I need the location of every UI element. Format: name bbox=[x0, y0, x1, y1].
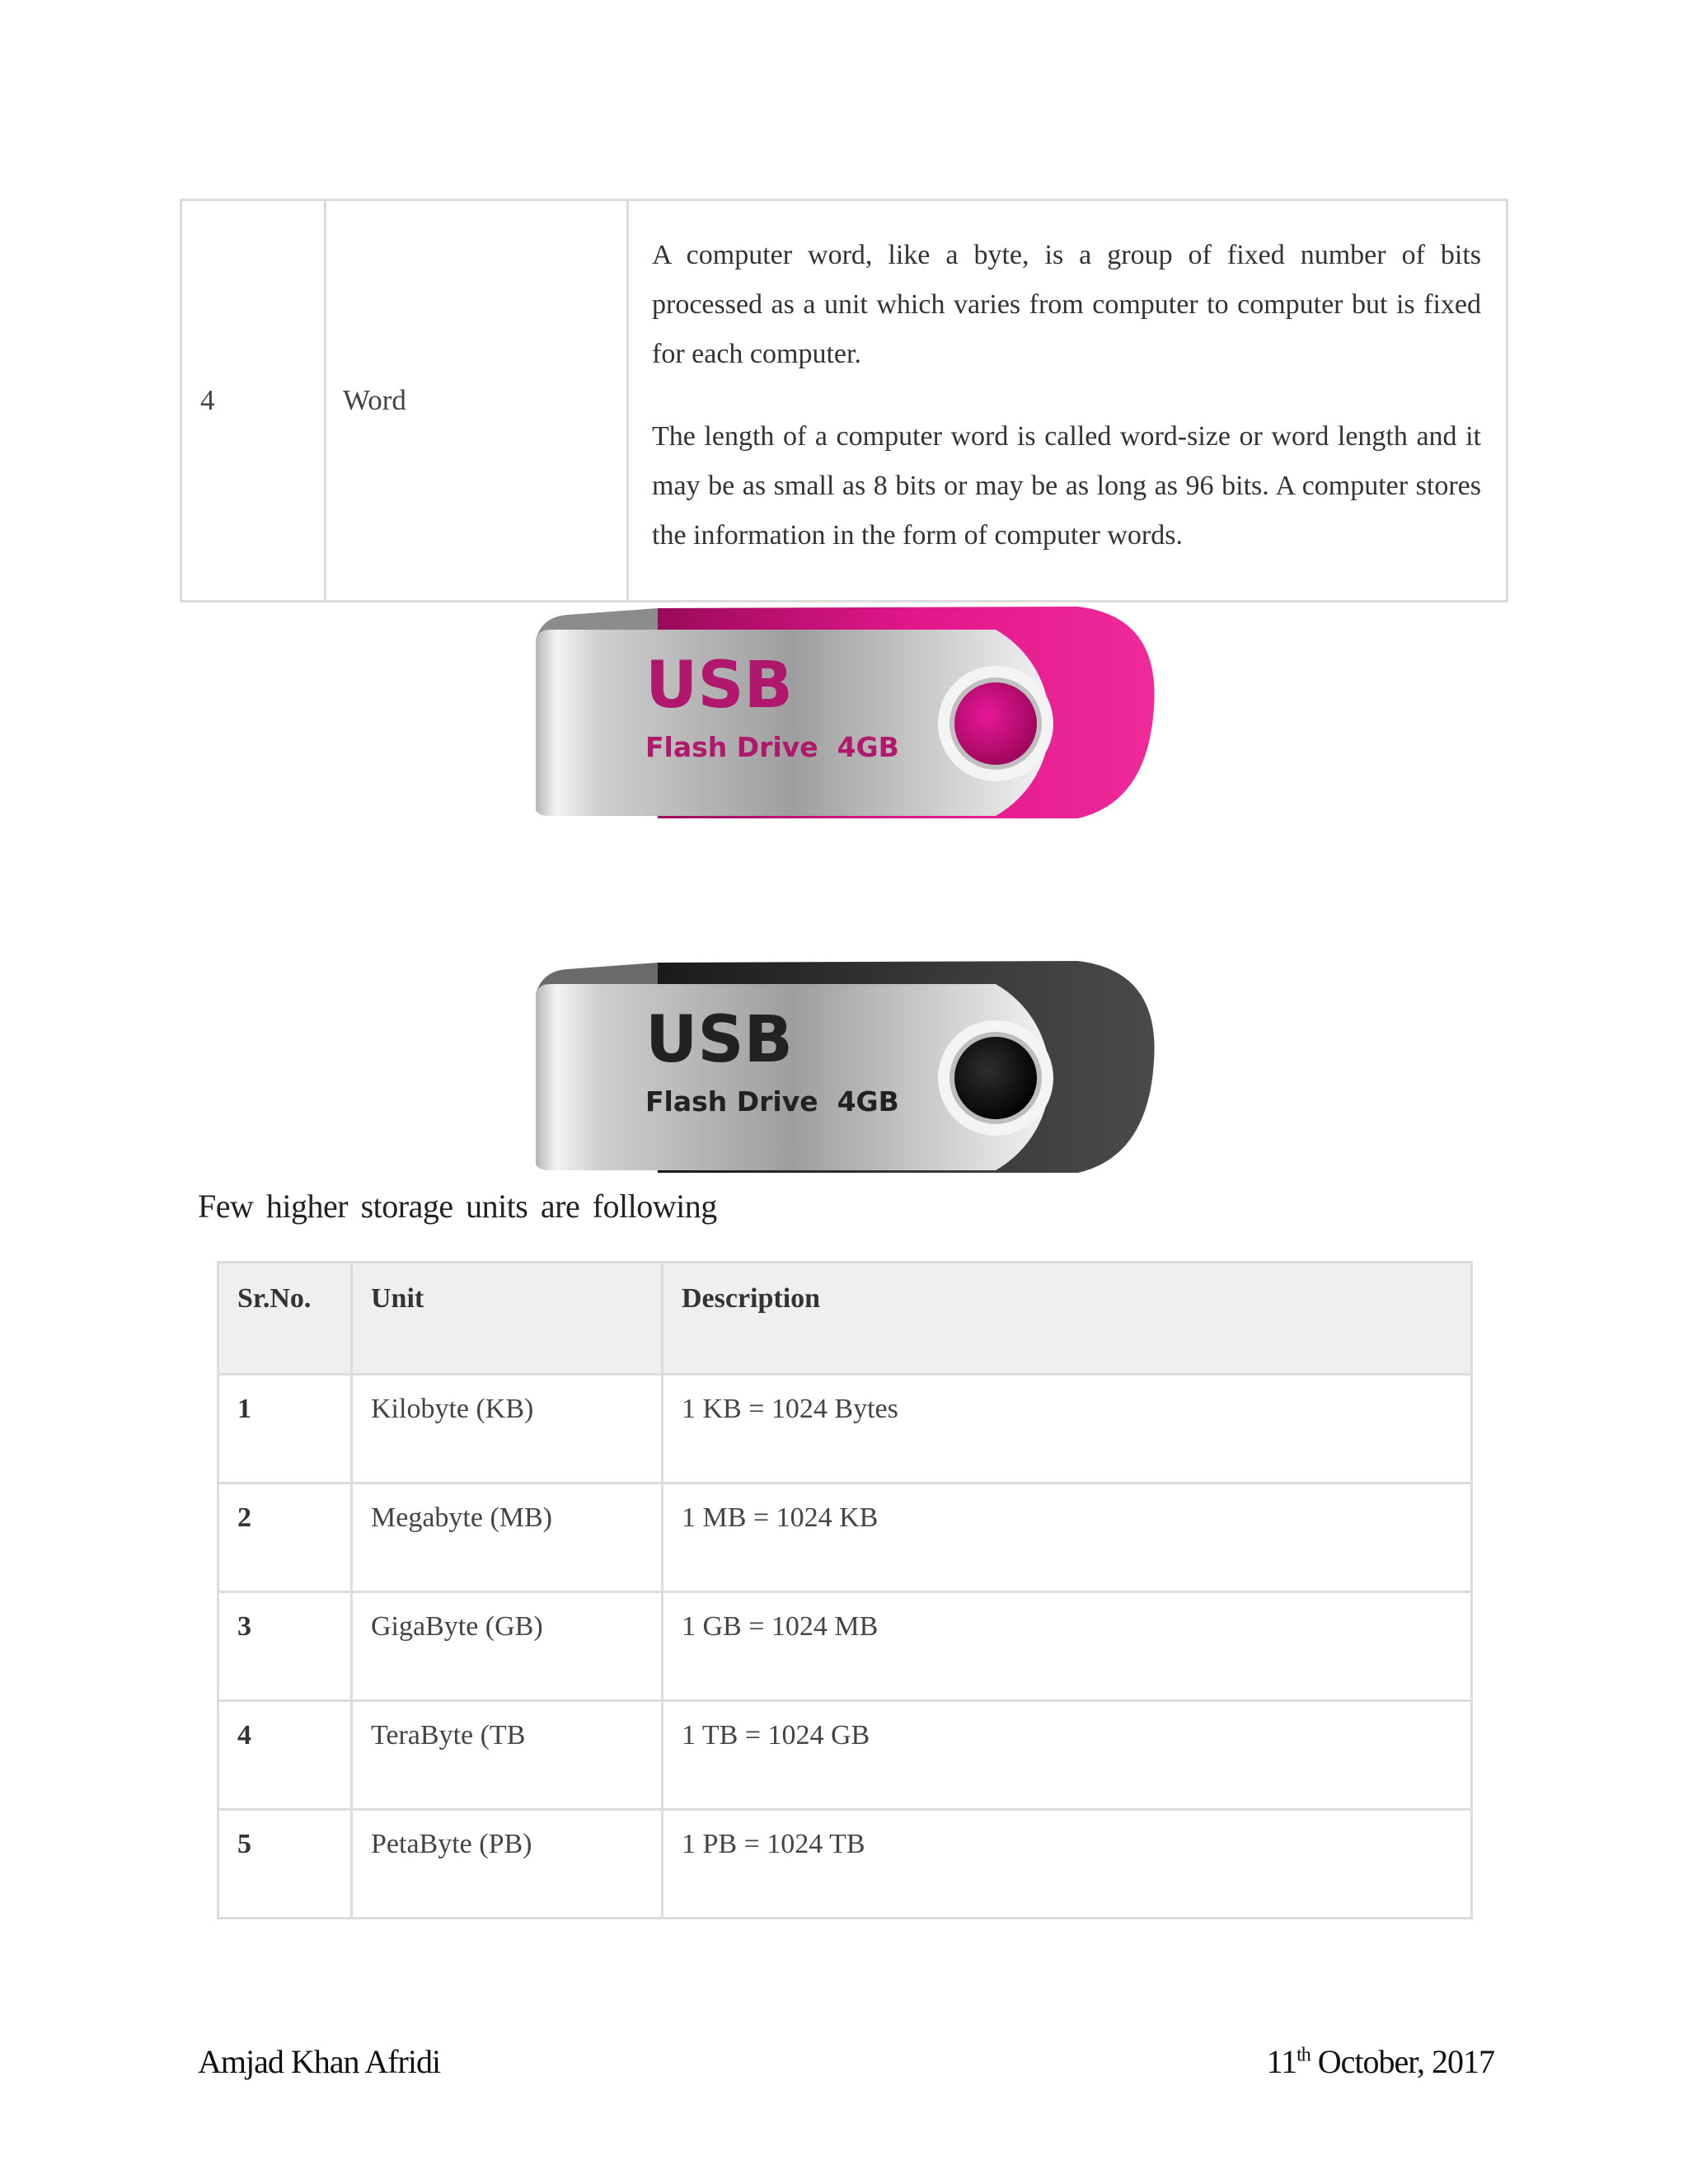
row-sr-no: 4 bbox=[218, 1701, 352, 1810]
usb-flash-drive-pink-image bbox=[534, 600, 1160, 827]
usb-pink-label-text: Flash Drive 4GB bbox=[645, 731, 899, 763]
header-unit: Unit bbox=[352, 1263, 663, 1375]
usb-flash-drive-black-image bbox=[534, 954, 1160, 1181]
row-unit: PetaByte (PB) bbox=[352, 1810, 663, 1919]
usb-pink-brand-text: USB bbox=[645, 649, 793, 723]
footer-author: Amjad Khan Afridi bbox=[198, 2043, 441, 2080]
row-sr-no: 5 bbox=[218, 1810, 352, 1919]
row-sr-no: 2 bbox=[218, 1483, 352, 1592]
footer-date bbox=[1267, 2042, 1494, 2081]
table-row bbox=[218, 1810, 1472, 1919]
table-row bbox=[218, 1483, 1472, 1592]
row-description: 1 MB = 1024 KB bbox=[663, 1483, 1472, 1592]
row-description: 1 GB = 1024 MB bbox=[663, 1592, 1472, 1701]
footer-date-day: 11 bbox=[1266, 2043, 1297, 2080]
row-unit: Kilobyte (KB) bbox=[352, 1375, 663, 1483]
row-unit: TeraByte (TB bbox=[352, 1701, 663, 1810]
table-header-row bbox=[218, 1263, 1472, 1375]
row-sr-no: 3 bbox=[218, 1592, 352, 1701]
header-description: Description bbox=[663, 1263, 1472, 1375]
row-unit: GigaByte (GB) bbox=[352, 1592, 663, 1701]
header-sr-no: Sr.No. bbox=[218, 1263, 352, 1375]
word-description-paragraph-1: A computer word, like a byte, is a group of fixed number of bits processed as a unit which varies from computer to computer but is fixed for each computer. bbox=[652, 240, 1481, 369]
footer-date-suffix: th bbox=[1296, 2044, 1311, 2066]
row-description: 1 KB = 1024 Bytes bbox=[663, 1375, 1472, 1483]
table-row bbox=[218, 1375, 1472, 1483]
footer-date-rest: October, 2017 bbox=[1310, 2043, 1494, 2080]
row-unit: Megabyte (MB) bbox=[352, 1483, 663, 1592]
table-row bbox=[218, 1592, 1472, 1701]
word-row-description bbox=[629, 201, 1506, 600]
storage-units-caption: Few higher storage units are following bbox=[198, 1188, 717, 1225]
word-description-paragraph-2: The length of a computer word is called word-size or word length and it may be as small as 8 bits or may be as long as 96 bits. A computer stores the information in the form of computer words. bbox=[652, 421, 1481, 551]
row-description: 1 TB = 1024 GB bbox=[663, 1701, 1472, 1810]
word-row-term: Word bbox=[326, 201, 629, 600]
table-row bbox=[218, 1701, 1472, 1810]
row-description: 1 PB = 1024 TB bbox=[663, 1810, 1472, 1919]
storage-units-table bbox=[217, 1261, 1473, 1919]
word-row-number: 4 bbox=[182, 201, 326, 600]
usb-black-brand-text: USB bbox=[645, 1003, 793, 1077]
word-definition-table bbox=[180, 199, 1508, 602]
usb-black-label-text: Flash Drive 4GB bbox=[645, 1085, 899, 1118]
row-sr-no: 1 bbox=[218, 1375, 352, 1483]
